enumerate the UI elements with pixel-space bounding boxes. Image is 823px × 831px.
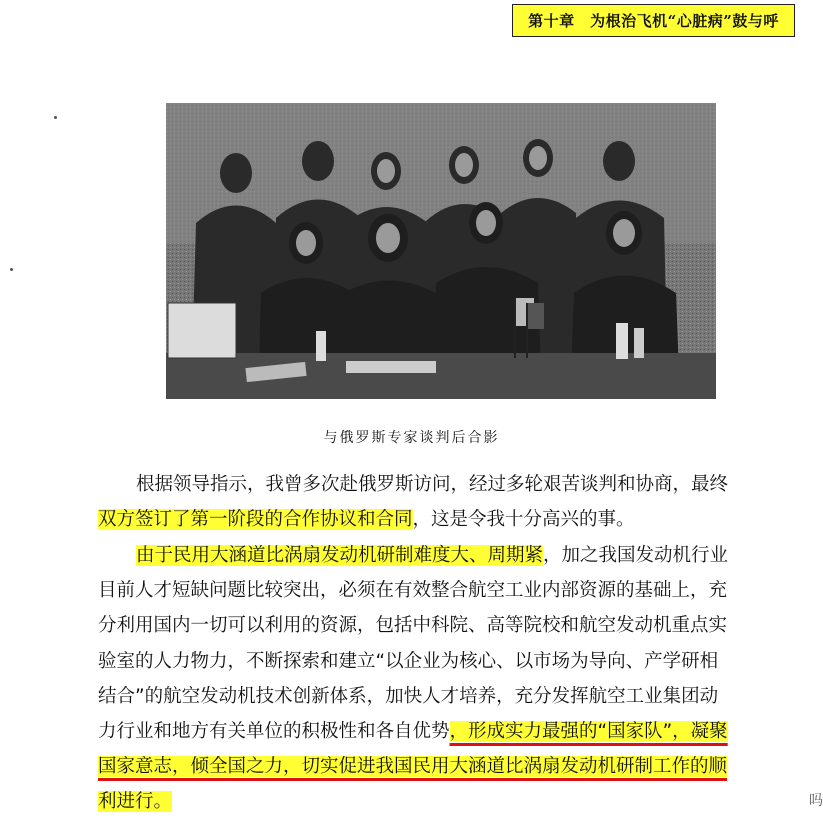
scan-speck <box>10 268 13 271</box>
text-line-content: ，加之我国发动机行业 <box>543 545 729 566</box>
text-line <box>98 749 788 784</box>
text-line-content: 分利用国内一切可以利用的资源，包括中科院、高等院校和航空发动机重点实 <box>98 615 728 637</box>
text-line <box>98 608 788 643</box>
highlighted-text: 由于民用大涵道比涡扇发动机研制难度大、周期紧 <box>136 545 544 566</box>
highlighted-text: 利进行。 <box>98 791 173 813</box>
text-line <box>98 644 788 679</box>
paragraph-2 <box>98 538 788 820</box>
chapter-title: 第十章 为根治飞机“心脏病”鼓与呼 <box>528 12 779 30</box>
text-line-content: 验室的人力物力，不断探索和建立“以企业为核心、以市场为导向、产学研相 <box>98 650 719 672</box>
stray-margin-mark: 吗 <box>809 793 823 809</box>
text-line <box>98 573 788 608</box>
paragraph-1 <box>98 467 788 537</box>
text-line <box>98 502 788 537</box>
text-line <box>98 784 788 819</box>
chapter-header-tag <box>512 4 795 37</box>
text-line <box>98 467 788 502</box>
text-line-content: 目前人才短缺问题比较突出，必须在有效整合航空工业内部资源的基础上，充 <box>98 580 728 602</box>
text-line-content: ，这是令我十分高兴的事。 <box>412 509 635 531</box>
scan-speck <box>54 116 57 119</box>
text-line <box>98 538 788 573</box>
text-line-content: 根据领导指示，我曾多次赴俄罗斯访问，经过多轮艰苦谈判和协商，最终 <box>136 474 729 495</box>
highlighted-underlined-text: 国家意志，倾全国之力，切实促进我国民用大涵道比涡扇发动机研制工作的顺 <box>98 756 728 778</box>
text-line-content: 力行业和地方有关单位的积极性和各自优势 <box>98 720 450 742</box>
highlighted-underlined-text: ，形成实力最强的“国家队”，凝聚 <box>449 720 728 742</box>
text-line-content: 结合”的航空发动机技术创新体系，加快人才培养，充分发挥航空工业集团动 <box>98 685 719 707</box>
highlighted-text: 双方签订了第一阶段的合作协议和合同 <box>98 509 413 531</box>
group-photo-image <box>166 103 716 399</box>
text-line <box>98 714 788 749</box>
figure-caption: 与俄罗斯专家谈判后合影 <box>323 430 500 446</box>
group-photo <box>166 103 716 399</box>
text-line <box>98 679 788 714</box>
